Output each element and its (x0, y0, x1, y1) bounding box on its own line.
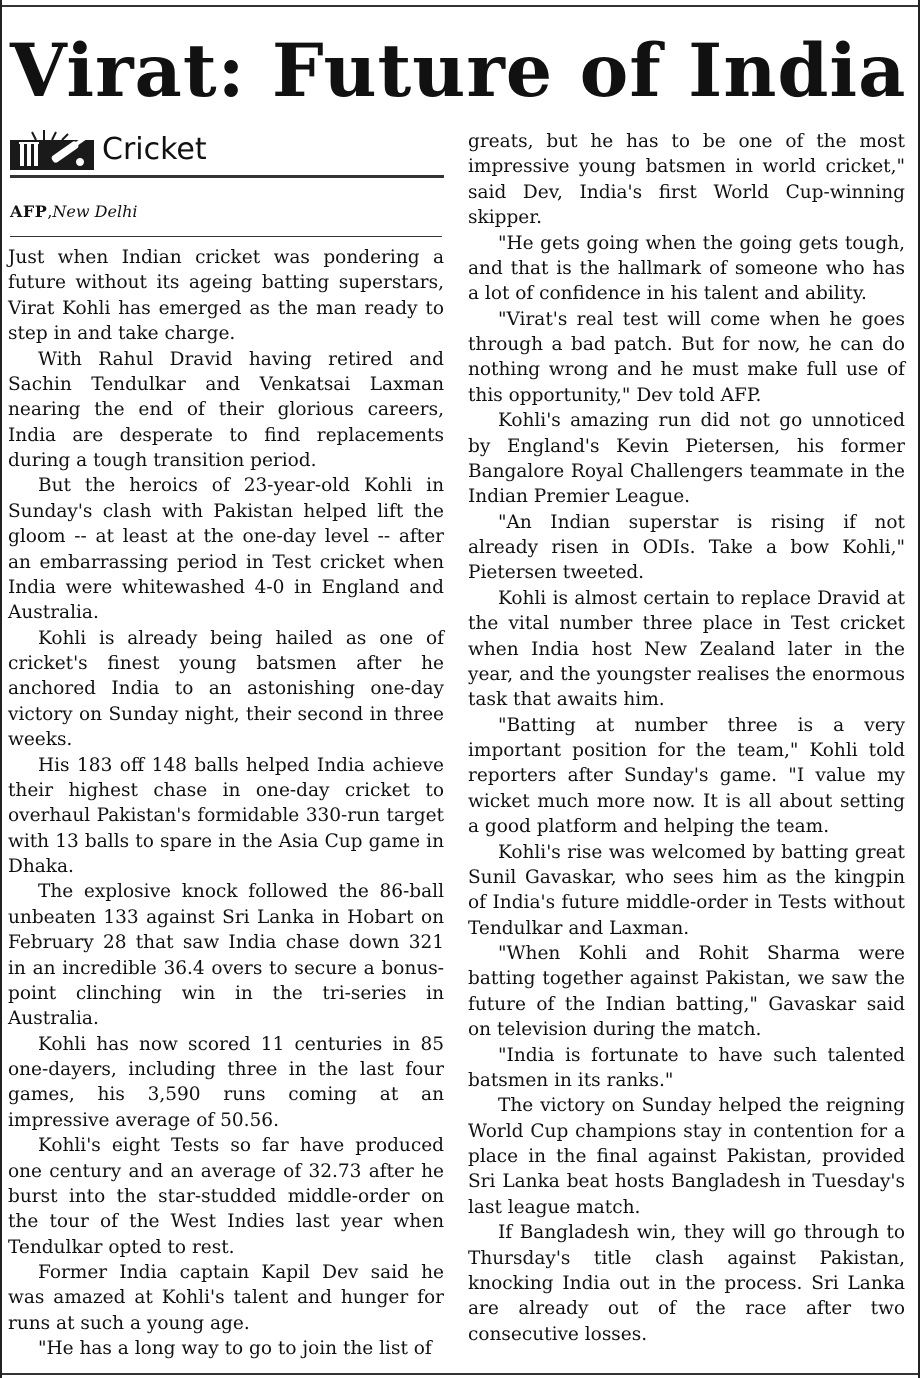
paragraph: If Bangladesh win, they will go through to Thursday's title clash against Pakistan, knocking India out in the process. Sri Lanka are already out of the race after two consecutive losses. (468, 1222, 905, 1345)
paragraph: Kohli's rise was welcomed by batting great Sunil Gavaskar, who sees him as the kingpin of India's future middle-order in Tests without Tendulkar and Laxman. (468, 841, 905, 939)
paragraph: "He gets going when the going gets tough, and that is the hallmark of someone who has a lot of confidence in his talent and ability. (468, 232, 905, 305)
paragraph: "When Kohli and Rohit Sharma were batting together against Pakistan, we saw the future of the Indian batting," Gavaskar said on television during the match. (468, 943, 905, 1041)
paragraph: "An Indian superstar is rising if not already risen in ODIs. Take a bow Kohli," Pietersen tweeted. (468, 511, 905, 584)
paragraph: Kohli's eight Tests so far have produced one century and an average of 32.73 after he burst into the star-studded middle-order on the tour of the West Indies last year when Tendulkar opted to rest. (8, 1135, 444, 1258)
bottom-rule (2, 1373, 918, 1375)
paragraph: The victory on Sunday helped the reigning World Cup champions stay in contention for a place in the final against Pakistan, provided Sri Lanka beat hosts Bangladesh in Tuesday's last league match. (468, 1095, 905, 1218)
section-label: Cricket (102, 132, 207, 167)
paragraph: Kohli is already being hailed as one of cricket's finest young batsmen after he anchored India to an astonishing one-day victory on Sunday night, their second in three weeks. (8, 627, 444, 751)
paragraph: The explosive knock followed the 86-ball unbeaten 133 against Sri Lanka in Hobart on February 28 that saw India chase down 321 in an incredible 36.4 overs to secure a bonus-point clinching win in the tri-series in Australia. (8, 881, 444, 1030)
paragraph: Kohli has now scored 11 centuries in 85 one-dayers, including three in the last four games, his 3,590 runs coming at an impressive average of 50.56. (8, 1033, 444, 1131)
paragraph: "Virat's real test will come when he goes through a bad patch. But for now, he can do nothing wrong and he must make full use of this opportunity," Dev told AFP. (468, 308, 905, 406)
byline-agency: AFP (10, 202, 48, 221)
section-tag (10, 126, 444, 178)
headline: Virat: Future of India (10, 28, 907, 114)
paragraph: With Rahul Dravid having retired and Sachin Tendulkar and Venkatsai Laxman nearing the end of their glorious careers, India are desperate to find replacements during a tough transition period. (8, 348, 444, 471)
paragraph: Just when Indian cricket was pondering a future without its ageing batting superstars, Virat Kohli has emerged as the man ready to step in and take charge. (8, 247, 444, 345)
cricket-bat-ball-icon (10, 130, 94, 170)
top-rule (2, 5, 918, 7)
byline-rule (10, 236, 442, 237)
byline-separator: , (47, 202, 53, 221)
paragraph: Former India captain Kapil Dev said he was amazed at Kohli's talent and hunger for runs at such a young age. (8, 1262, 444, 1334)
section-rule (10, 175, 444, 178)
paragraph: greats, but he has to be one of the most impressive young batsmen in world cricket," said Dev, India's first World Cup-winning skipper. (468, 131, 905, 229)
paragraph: His 183 off 148 balls helped India achieve their highest chase in one-day cricket to overhaul Pakistan's formidable 330-run target with 13 balls to spare in the Asia Cup game in Dhaka. (8, 754, 444, 877)
paragraph: But the heroics of 23-year-old Kohli in Sunday's clash with Pakistan helped lift the gloom -- at least at the one-day level -- after an embarrassing period in Test cricket when India were whitewashed 4-0 in England and Australia. (8, 475, 444, 624)
article-column-left (8, 245, 444, 1362)
byline (10, 200, 138, 224)
paragraph: Kohli's amazing run did not go unnoticed by England's Kevin Pietersen, his former Bangalore Royal Challengers teammate in the Indian Premier League. (468, 410, 905, 508)
paragraph: "He has a long way to go to join the list of (38, 1338, 432, 1360)
paragraph: "India is fortunate to have such talented batsmen in its ranks." (468, 1044, 905, 1091)
paragraph: "Batting at number three is a very important position for the team," Kohli told reporters after Sunday's game. "I value my wicket much more now. It is all about setting a good platform and helping the team. (468, 714, 905, 838)
article-column-right (468, 129, 905, 1347)
paragraph: Kohli is almost certain to replace Dravid at the vital number three place in Test cricket when India host New Zealand later in the year, and the youngster realises the enormous task that awaits him. (468, 587, 905, 711)
byline-place: New Delhi (52, 202, 138, 221)
